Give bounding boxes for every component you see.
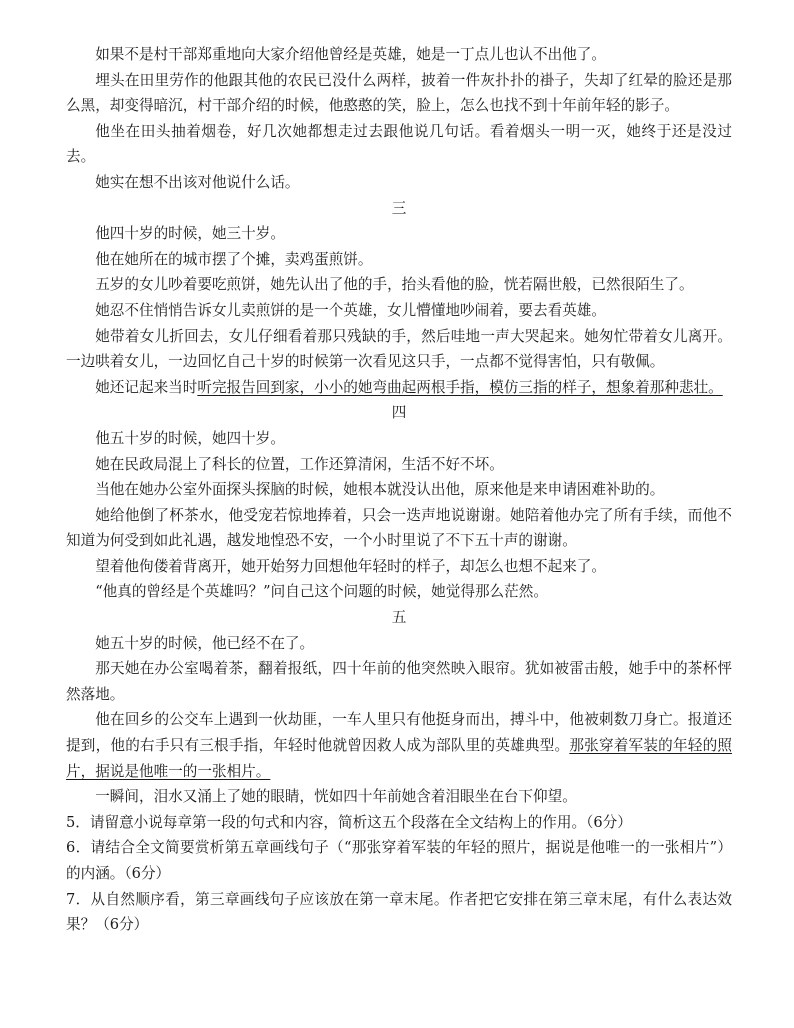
paragraph-with-underline (66, 375, 732, 401)
paragraph: 他四十岁的时候，她三十岁。 (95, 225, 285, 243)
paragraph: “他真的曾经是个英雄吗？”问自己这个问题的时候，她觉得那么茫然。 (95, 583, 548, 601)
paragraph: 他坐在田头抽着烟卷，好几次她都想走过去跟他说几句话。看着烟头一明一灭，她终于还是没过去。 (66, 122, 732, 166)
paragraph: 当他在她办公室外面探头探脑的时候，她根本就没认出他，原来他是来申请困难补助的。 (95, 481, 665, 499)
chapter-heading-three: 三 (391, 199, 407, 217)
paragraph: 他五十岁的时候，她四十岁。 (95, 429, 285, 447)
paragraph: 她给他倒了杯茶水，他受宠若惊地捧着，只会一迭声地说谢谢。她陪着他办完了所有手续，而他不知道为何受到如此礼遇，越发地惶恐不安，一个小时里说了不下五十声的谢谢。 (66, 506, 732, 550)
paragraph-text: 他在回乡的公交车上遇到一伙劫匪，一车人里只有他挺身而出，搏斗中，他被刺数刀身亡。报道还提到，他的右手只有三根手指，年轻时他就曾因救人成为部队里的英雄典型。 (66, 711, 732, 755)
paragraph: 五岁的女儿吵着要吃煎饼，她先认出了他的手，抬头看他的脸，恍若隔世般，已然很陌生了。 (95, 276, 694, 294)
paragraph: 埋头在田里劳作的他跟其他的农民已没什么两样，披着一件灰扑扑的褂子，失却了红晕的脸还是那么黑，却变得暗沉，村干部介绍的时候，他憨憨的笑，脸上，怎么也找不到十年前年轻的影子。 (66, 71, 732, 115)
question-5: 5．请留意小说每章第一段的句式和内容，简析这五个段落在全文结构上的作用。（6分） (66, 813, 632, 831)
paragraph: 她五十岁的时候，他已经不在了。 (95, 634, 315, 652)
paragraph: 那天她在办公室喝着茶，翻着报纸，四十年前的他突然映入眼帘。犹如被雷击般，她手中的茶杯怦然落地。 (66, 660, 732, 703)
question-7: 7．从自然顺序看，第三章画线句子应该放在第一章末尾。作者把它安排在第三章末尾，有什么表达效果？（6分） (66, 890, 732, 934)
paragraph: 如果不是村干部郑重地向大家介绍他曾经是英雄，她是一丁点儿也认不出他了。 (95, 46, 606, 63)
underlined-sentence: 那张穿着军装的年轻的照片，据说是他唯一的一张相片。 (66, 737, 732, 780)
paragraph: 她带着女儿折回去，女儿仔细看着那只残缺的手，然后哇地一声大哭起来。她匆忙带着女儿离开。一边哄着女儿，一边回忆自己十岁的时候第一次看见这只手，一点都不觉得害怕，只有敬佩。 (66, 327, 732, 371)
paragraph: 望着他佝偻着背离开，她开始努力回想他年轻时的样子，却怎么也想不起来了。 (95, 557, 606, 575)
question-6: 6．请结合全文简要赏析第五章画线句子（“那张穿着军装的年轻的照片，据说是他唯一的一张相片”）的内涵。（6分） (66, 839, 732, 882)
paragraph-text: 她还记起来当时 (95, 378, 198, 396)
paragraph: 他在她所在的城市摆了个摊，卖鸡蛋煎饼。 (95, 250, 373, 268)
underlined-sentence: 听完报告回到家，小小的她弯曲起两根手指，模仿三指的样子，想象着那种悲壮。 (197, 378, 723, 396)
paragraph: 她忍不住悄悄告诉女儿卖煎饼的是一个英雄，女儿懵懂地吵闹着，要去看英雄。 (95, 301, 606, 319)
paragraph-with-underline (66, 707, 732, 784)
chapter-heading-four: 四 (391, 404, 407, 422)
paragraph: 她实在想不出该对他说什么话。 (95, 173, 300, 191)
paragraph: 一瞬间，泪水又涌上了她的眼睛，恍如四十年前她含着泪眼坐在台下仰望。 (95, 788, 577, 806)
paragraph: 她在民政局混上了科长的位置，工作还算清闲，生活不好不坏。 (95, 455, 504, 473)
chapter-heading-five: 五 (391, 609, 407, 627)
